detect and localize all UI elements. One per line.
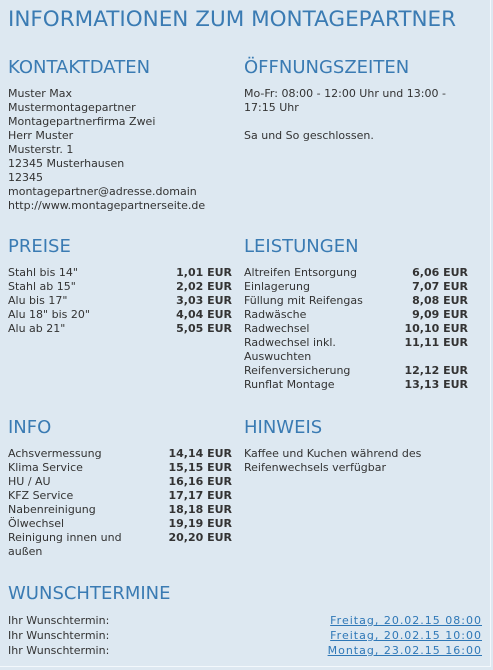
service-row xyxy=(244,364,468,378)
info-label: HU / AU xyxy=(8,475,51,488)
service-label: Füllung mit Reifengas xyxy=(244,294,363,307)
info-price: 18,18 EUR xyxy=(168,503,232,516)
opening-hours-weekdays: Mo-Fr: 08:00 - 12:00 Uhr und 13:00 - 17:15 Uhr xyxy=(244,87,446,114)
info-price: 15,15 EUR xyxy=(168,461,232,474)
service-row xyxy=(244,280,468,294)
price-value: 3,03 EUR xyxy=(176,294,232,307)
page-title: INFORMATIONEN ZUM MONTAGEPARTNER xyxy=(8,7,457,32)
info-row xyxy=(8,517,232,531)
contact-street: Musterstr. 1 xyxy=(8,143,74,156)
price-label: Stahl ab 15" xyxy=(8,280,76,293)
price-label: Alu ab 21" xyxy=(8,322,66,335)
info-row xyxy=(8,503,232,517)
service-label: Einlagerung xyxy=(244,280,310,293)
section-heading-info: INFO xyxy=(8,417,52,438)
price-row xyxy=(8,266,232,280)
info-label: Nabenreinigung xyxy=(8,503,96,516)
service-row xyxy=(244,336,468,364)
wunschtermin-link[interactable]: Montag, 23.02.15 16:00 xyxy=(327,644,482,657)
price-row xyxy=(8,280,232,294)
service-row xyxy=(244,308,468,322)
section-heading-leistungen: LEISTUNGEN xyxy=(244,236,359,257)
price-label: Alu 18" bis 20" xyxy=(8,308,90,321)
section-wunschtermine xyxy=(8,583,482,658)
info-row xyxy=(8,475,232,489)
service-price: 13,13 EUR xyxy=(404,378,468,391)
service-price: 8,08 EUR xyxy=(412,294,468,307)
info-label: Ölwechsel xyxy=(8,517,65,530)
section-info xyxy=(8,417,232,559)
info-label: Reinigung innen und außen xyxy=(8,531,122,558)
service-price: 6,06 EUR xyxy=(412,266,468,279)
price-label: Stahl bis 14" xyxy=(8,266,78,279)
info-price: 16,16 EUR xyxy=(168,475,232,488)
info-row xyxy=(8,531,232,559)
wunschtermin-row xyxy=(8,643,482,658)
section-preise xyxy=(8,236,232,336)
section-oeffnungszeiten xyxy=(244,57,468,143)
service-row xyxy=(244,322,468,336)
opening-hours-weekend: Sa und So geschlossen. xyxy=(244,129,374,142)
section-heading-hinweis: HINWEIS xyxy=(244,417,323,438)
contact-postal-code: 12345 xyxy=(8,171,43,184)
hinweis-text: Kaffee und Kuchen während des Reifenwechsels verfügbar xyxy=(244,447,422,474)
service-label: Altreifen Entsorgung xyxy=(244,266,358,279)
section-heading-oeffnungszeiten: ÖFFNUNGSZEITEN xyxy=(244,57,410,78)
section-heading-preise: PREISE xyxy=(8,236,71,257)
service-row xyxy=(244,266,468,280)
wunschtermin-link[interactable]: Freitag, 20.02.15 10:00 xyxy=(330,629,482,642)
info-row xyxy=(8,489,232,503)
service-price: 12,12 EUR xyxy=(404,364,468,377)
info-label: KFZ Service xyxy=(8,489,74,502)
service-row xyxy=(244,294,468,308)
service-label: Reifenversicherung xyxy=(244,364,351,377)
service-price: 11,11 EUR xyxy=(404,336,468,349)
section-hinweis xyxy=(244,417,468,475)
wunschtermin-row xyxy=(8,613,482,628)
service-label: Radwechsel xyxy=(244,322,310,335)
info-label: Achsvermessung xyxy=(8,447,102,460)
contact-company-name: Montagepartnerfirma Zwei xyxy=(8,115,156,128)
section-heading-kontaktdaten: KONTAKTDATEN xyxy=(8,57,151,78)
service-price: 7,07 EUR xyxy=(412,280,468,293)
info-price: 17,17 EUR xyxy=(168,489,232,502)
wunschtermin-label: Ihr Wunschtermin: xyxy=(8,629,110,642)
info-row xyxy=(8,447,232,461)
info-row xyxy=(8,461,232,475)
service-price: 10,10 EUR xyxy=(404,322,468,335)
price-row xyxy=(8,294,232,308)
wunschtermin-row xyxy=(8,628,482,643)
info-label: Klima Service xyxy=(8,461,83,474)
price-row xyxy=(8,322,232,336)
price-row xyxy=(8,308,232,322)
service-label: Runflat Montage xyxy=(244,378,335,391)
service-label: Radwäsche xyxy=(244,308,307,321)
price-value: 2,02 EUR xyxy=(176,280,232,293)
price-label: Alu bis 17" xyxy=(8,294,68,307)
contact-website: http://www.montagepartnerseite.de xyxy=(8,199,206,212)
service-label: Radwechsel inkl. Auswuchten xyxy=(244,336,336,363)
wunschtermin-label: Ihr Wunschtermin: xyxy=(8,644,110,657)
section-kontaktdaten xyxy=(8,57,232,213)
price-value: 5,05 EUR xyxy=(176,322,232,335)
contact-company: Mustermontagepartner xyxy=(8,101,136,114)
service-row xyxy=(244,378,468,392)
info-price: 19,19 EUR xyxy=(168,517,232,530)
info-price: 14,14 EUR xyxy=(168,447,232,460)
contact-email: montagepartner@adresse.domain xyxy=(8,185,197,198)
wunschtermin-link[interactable]: Freitag, 20.02.15 08:00 xyxy=(330,614,482,627)
price-value: 1,01 EUR xyxy=(176,266,232,279)
price-value: 4,04 EUR xyxy=(176,308,232,321)
info-price: 20,20 EUR xyxy=(168,531,232,544)
service-price: 9,09 EUR xyxy=(412,308,468,321)
contact-city: 12345 Musterhausen xyxy=(8,157,125,170)
section-leistungen xyxy=(244,236,468,392)
section-heading-wunschtermine: WUNSCHTERMINE xyxy=(8,583,171,604)
contact-name: Muster Max xyxy=(8,87,73,100)
contact-person: Herr Muster xyxy=(8,129,74,142)
wunschtermin-label: Ihr Wunschtermin: xyxy=(8,614,110,627)
